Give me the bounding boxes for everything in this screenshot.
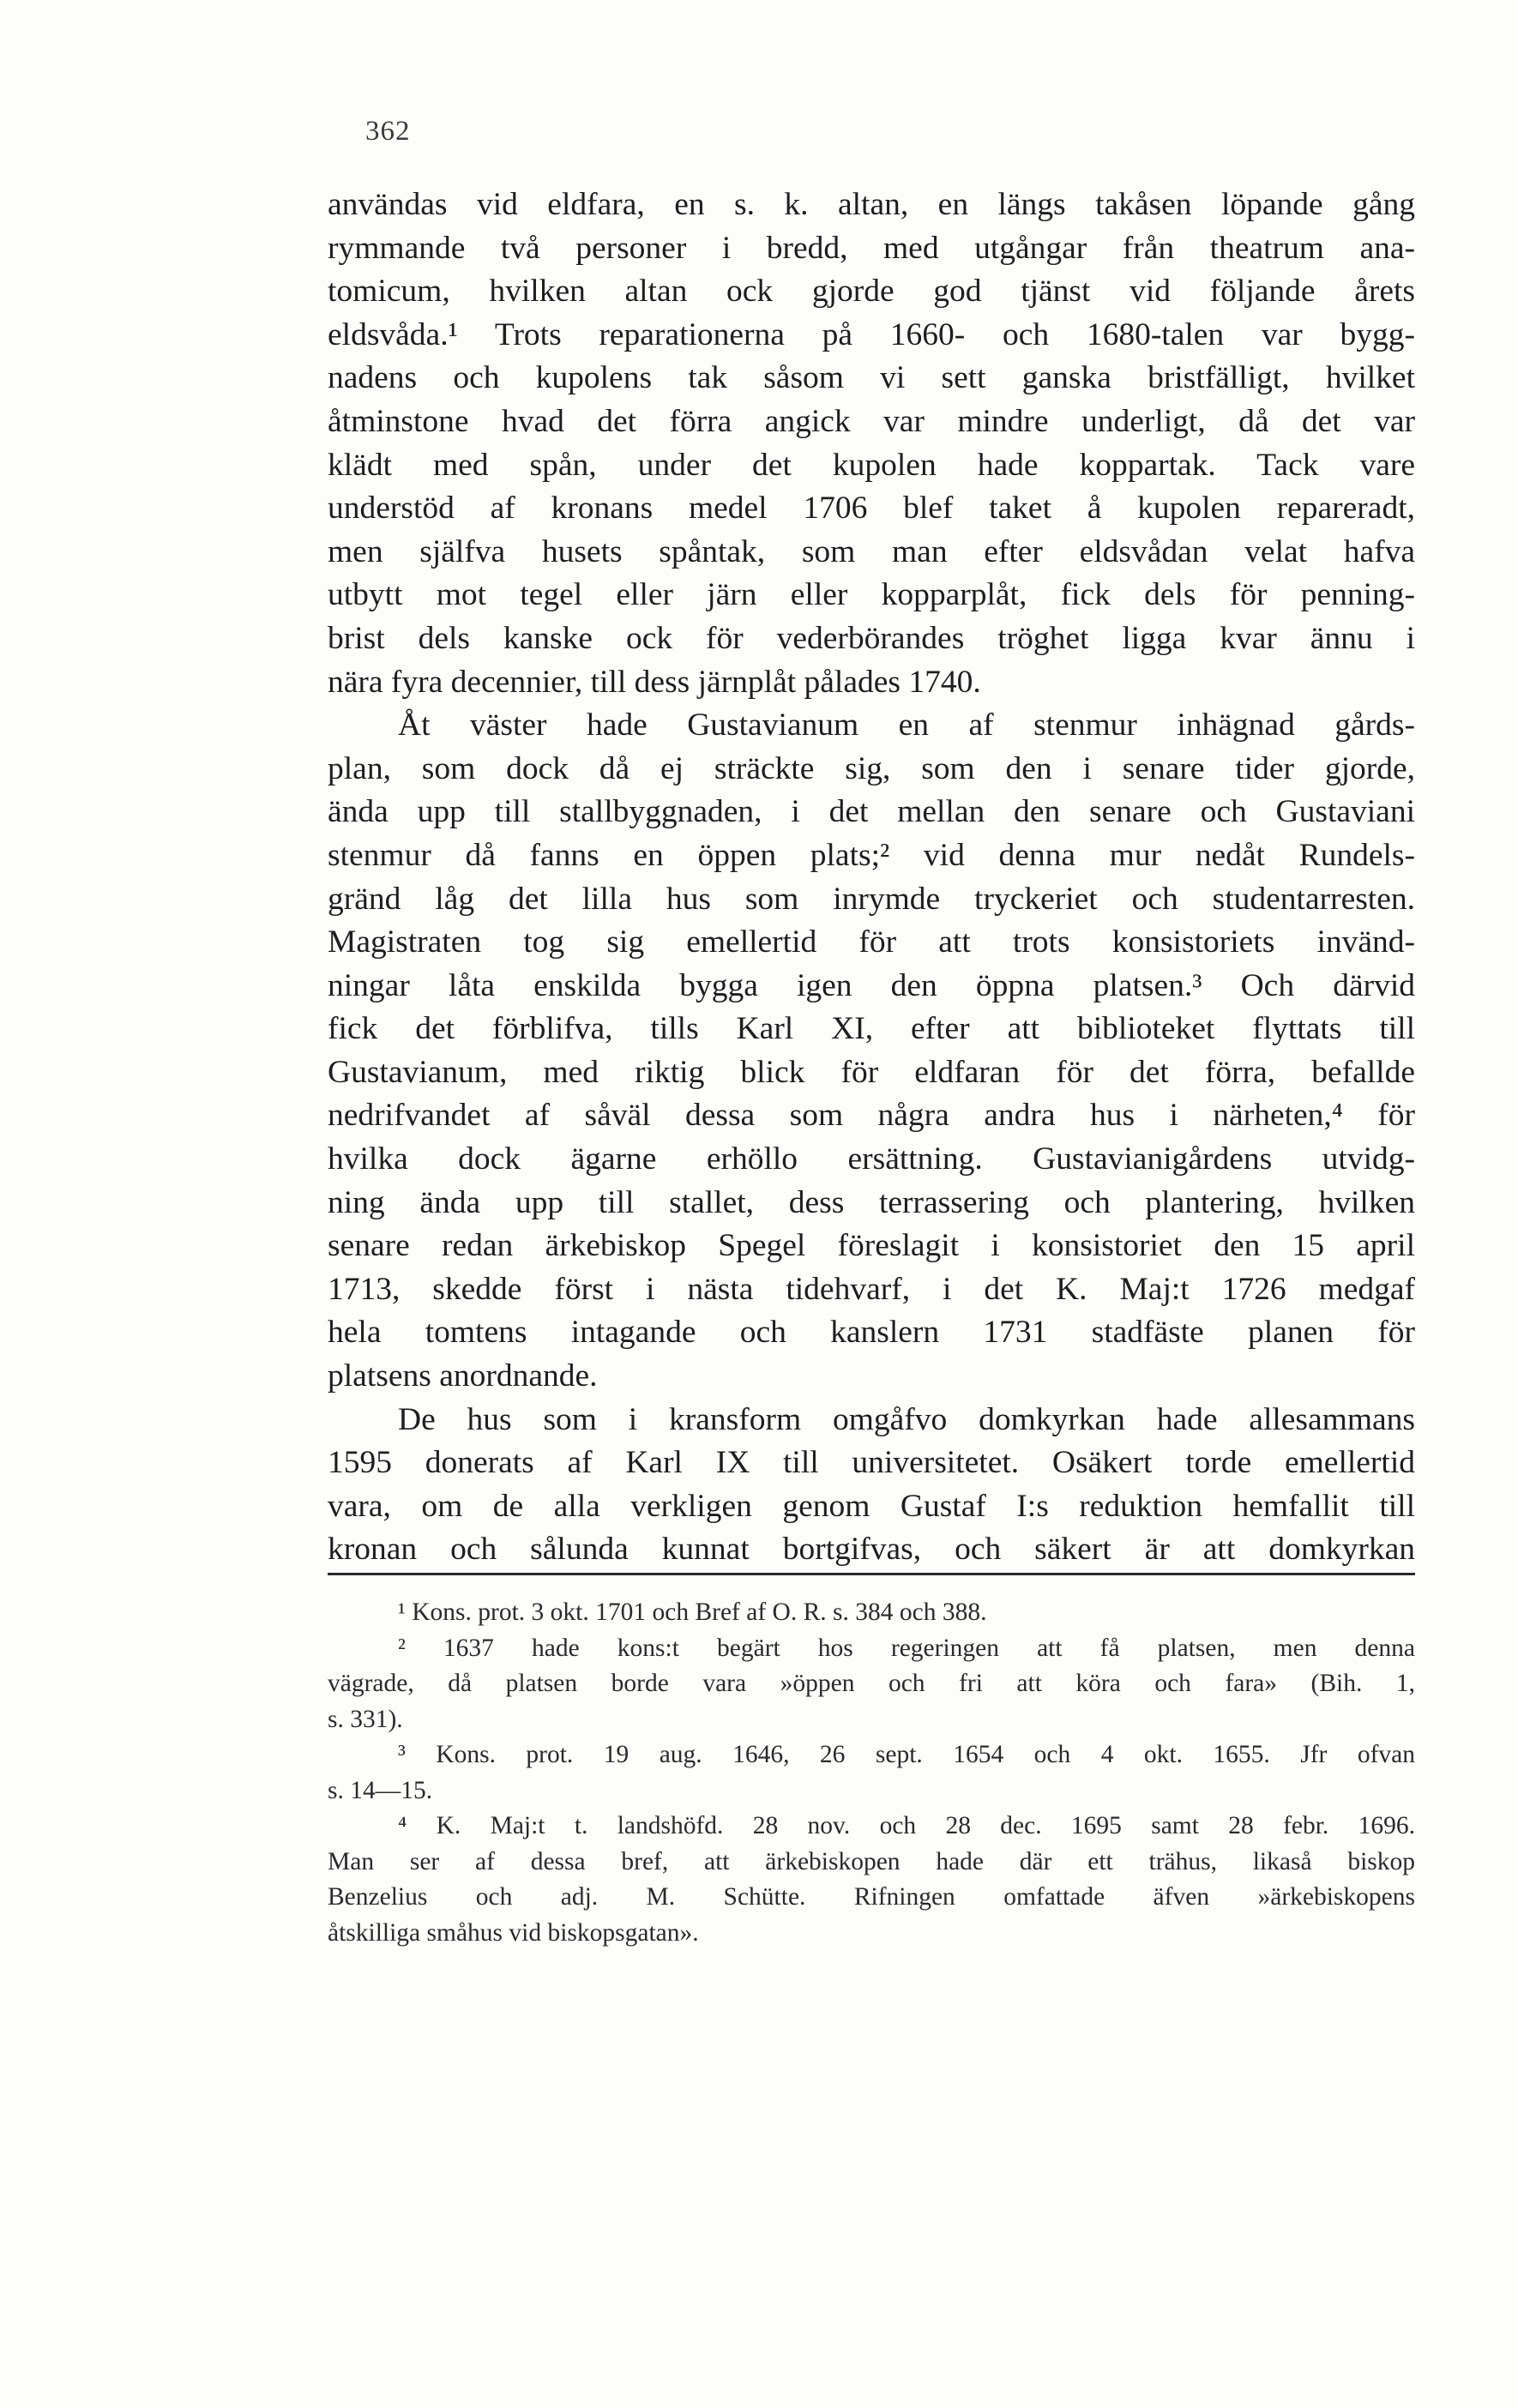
body-line: 1595 donerats af Karl IX till universitetet. Osäkert torde emellertid bbox=[328, 1445, 1415, 1481]
body-line: understöd af kronans medel 1706 blef taket å kupolen repareradt, bbox=[328, 491, 1415, 527]
body-line: eldsvåda.¹ Trots reparationerna på 1660- och 1680-talen var bygg- bbox=[328, 316, 1415, 352]
body-line: 1713, skedde först i nästa tidehvarf, i det K. Maj:t 1726 medgaf bbox=[328, 1271, 1415, 1307]
body-line: ningar låta enskilda bygga igen den öppna platsen.³ Och därvid bbox=[328, 967, 1415, 1003]
body-line: kronan och sålunda kunnat bortgifvas, och säkert är att domkyrkan bbox=[328, 1532, 1415, 1568]
body-line: åtminstone hvad det förra angick var mindre underligt, då det var bbox=[328, 403, 1415, 439]
footnote-line: Benzelius och adj. M. Schütte. Rifningen omfattade äfven »ärkebiskopens bbox=[328, 1883, 1415, 1911]
body-line: brist dels kanske ock för vederbörandes tröghet ligga kvar ännu i bbox=[328, 620, 1415, 656]
body-line: rymmande två personer i bredd, med utgångar från theatrum ana- bbox=[328, 230, 1415, 266]
footnote-line: ¹ Kons. prot. 3 okt. 1701 och Bref af O. R. s. 384 och 388. bbox=[398, 1598, 987, 1626]
footnote-line: ² 1637 hade kons:t begärt hos regeringen att få platsen, men denna bbox=[398, 1634, 1415, 1662]
footnote-line: s. 331). bbox=[328, 1705, 403, 1733]
body-line: hela tomtens intagande och kanslern 1731 stadfäste planen för bbox=[328, 1315, 1415, 1351]
body-line: användas vid eldfara, en s. k. altan, en längs takåsen löpande gång bbox=[328, 187, 1415, 222]
footnote-line: åtskilliga småhus vid biskopsgatan». bbox=[328, 1918, 699, 1947]
body-line: ända upp till stallbyggnaden, i det mellan den senare och Gustaviani bbox=[328, 794, 1415, 830]
body-text bbox=[328, 184, 1415, 1572]
footnote-line: vägrade, då platsen borde vara »öppen och fri att köra och fara» (Bih. 1, bbox=[328, 1670, 1415, 1697]
body-line: vara, om de alla verkligen genom Gustaf I:s reduktion hemfallit till bbox=[328, 1488, 1415, 1524]
footnote-line: ⁴ K. Maj:t t. landshöfd. 28 nov. och 28 dec. 1695 samt 28 febr. 1696. bbox=[398, 1812, 1415, 1839]
body-line: nadens och kupolens tak såsom vi sett ganska bristfälligt, hvilket bbox=[328, 360, 1415, 396]
body-line: men själfva husets spåntak, som man efter eldsvådan velat hafva bbox=[328, 533, 1415, 569]
body-line: nära fyra decennier, till dess järnplåt pålades 1740. bbox=[328, 664, 981, 700]
body-line: senare redan ärkebiskop Spegel föreslagit i konsistoriet den 15 april bbox=[328, 1228, 1415, 1264]
body-line: nedrifvandet af såväl dessa som några andra hus i närheten,⁴ för bbox=[328, 1098, 1415, 1134]
body-line: platsens anordnande. bbox=[328, 1358, 598, 1394]
page-number: 362 bbox=[365, 116, 411, 147]
footnote-line: s. 14—15. bbox=[328, 1776, 433, 1804]
body-line: ning ända upp till stallet, dess terrassering och plantering, hvilken bbox=[328, 1184, 1415, 1220]
body-line: plan, som dock då ej sträckte sig, som den i senare tider gjorde, bbox=[328, 750, 1415, 786]
body-line: klädt med spån, under det kupolen hade koppartak. Tack vare bbox=[328, 447, 1415, 483]
body-line: utbytt mot tegel eller järn eller kopparplåt, fick dels för penning- bbox=[328, 577, 1415, 613]
footnote-divider bbox=[328, 1573, 1415, 1575]
footnote-line: Man ser af dessa bref, att ärkebiskopen hade där ett trähus, likaså biskop bbox=[328, 1847, 1415, 1875]
body-line: Gustavianum, med riktig blick för eldfaran för det förra, befallde bbox=[328, 1054, 1415, 1090]
body-line: De hus som i kransform omgåfvo domkyrkan hade allesammans bbox=[398, 1401, 1415, 1437]
body-line: tomicum, hvilken altan ock gjorde god tjänst vid följande årets bbox=[328, 274, 1415, 310]
body-line: fick det förblifva, tills Karl XI, efter att biblioteket flyttats till bbox=[328, 1011, 1415, 1047]
body-line: stenmur då fanns en öppen plats;² vid denna mur nedåt Rundels- bbox=[328, 837, 1415, 873]
body-line: Åt väster hade Gustavianum en af stenmur inhägnad gårds- bbox=[398, 707, 1415, 743]
body-line: hvilka dock ägarne erhöllo ersättning. Gustavianigårdens utvidg- bbox=[328, 1141, 1415, 1177]
body-line: Magistraten tog sig emellertid för att trots konsistoriets invänd- bbox=[328, 924, 1415, 960]
footnote-line: ³ Kons. prot. 19 aug. 1646, 26 sept. 1654 och 4 okt. 1655. Jfr ofvan bbox=[398, 1741, 1415, 1768]
footnotes bbox=[328, 1595, 1415, 1951]
body-line: gränd låg det lilla hus som inrymde tryckeriet och studentarresten. bbox=[328, 881, 1415, 917]
